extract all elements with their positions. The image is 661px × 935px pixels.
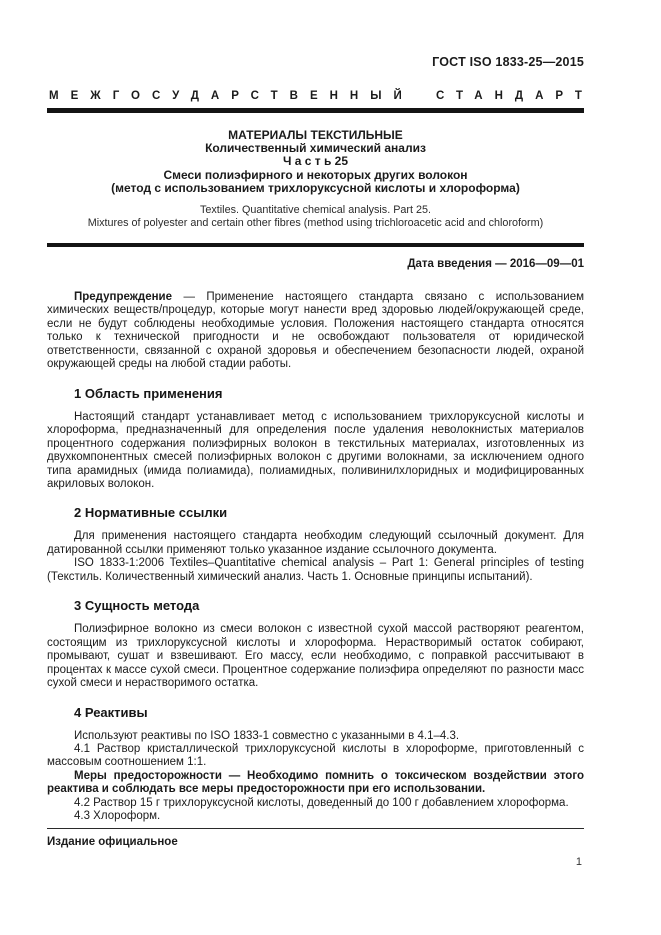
section-2-paragraph-1: Для применения настоящего стандарта необходим следующий ссылочный документ. Для датированной ссылки применяют только указанное издание ссылочного документа. [47,530,584,556]
section-4-heading: 4 Реактивы [74,704,148,720]
title-en-line-2: Mixtures of polyester and certain other fibres (method using trichloroacetic acid and chloroform) [87,217,544,230]
date-rule [47,243,584,247]
title-part-line: Ч а с т ь 25 [282,154,349,169]
doc-code: ГОСТ ISO 1833-25—2015 [432,55,584,69]
warning-paragraph [47,291,584,372]
section-1-heading: 1 Область применения [74,385,223,401]
section-1-paragraph-1: Настоящий стандарт устанавливает метод с использованием трихлоруксусной кислоты и хлороформа, предназначенный для определения после удаления неволокнистых материалов процентного содержания полиэфирных волокон в текстильных материалах, изготовленных из двухкомпонентных смесей полиэфирных волокон с другими волокнами, за исключением одного типа арамидных (имида полиамида), полиамидных, поливинилхлоридных и модифицированных акриловых волокон. [47,410,584,490]
title-ru-line-1: МАТЕРИАЛЫ ТЕКСТИЛЬНЫЕ [228,128,403,142]
footer-rule [47,828,584,829]
effective-date: Дата введения — 2016—09—01 [407,258,584,271]
section-2-paragraph-2: ISO 1833-1:2006 Textiles–Quantitative chemical analysis – Part 1: General principles of testing (Текстиль. Количественный химический анализ. Часть 1. Основные принципы испытаний). [47,557,584,583]
edition-note: Издание официальное [47,836,178,848]
warning-label: Предупреждение [74,291,172,304]
header-rule [47,108,584,113]
warning-text: — Применение настоящего стандарта связано с использованием химических веществ/процедур, которые могут нанести вред здоровью людей/окружающей среде, если не будут соблюдены необходимые условия. Положения настоящего стандарта относятся только к технической пригодности и не освобождают пользователя от юридической ответственности, связанной с охраной здоровья и обеспечением безопасности людей, охраной окружающей среды на любой стадии работы. [47,291,584,371]
title-ru-line-2: Количественный химический анализ [205,141,426,156]
section-4-paragraph-5: 4.3 Хлороформ. [74,810,161,823]
title-en-line-1: Textiles. Quantitative chemical analysis. Part 25. [199,204,432,217]
section-4-precautions-paragraph: Меры предосторожности — Необходимо помнить о токсическом воздействии этого реактива и соблюдать все меры предосторожности при его использовании. [47,769,584,796]
title-block [47,129,584,230]
section-4-paragraph-1: Используют реактивы по ISO 1833-1 совместно с указанными в 4.1–4.3. [74,729,460,742]
page-number: 1 [575,856,582,868]
section-3-paragraph-1: Полиэфирное волокно из смеси волокон с известной сухой массой растворяют реагентом, состоящим из трихлоруксусной кислоты и хлороформа. Нерастворимый остаток собирают, промывают, сушат и взвешивают. Его массу, если необходимо, с поправкой рассчитывают в процентах к массе сухой смеси. Процентное содержание полиэфира определяют по разности масс сухой смеси и нерастворимого остатка. [47,623,584,690]
section-3-heading: 3 Сущность метода [74,598,200,614]
title-ru-line-5: (метод с использованием трихлоруксусной кислоты и хлороформа) [111,180,520,195]
section-4-paragraph-2: 4.1 Раствор кристаллической трихлоруксусной кислоты в хлороформе, приготовленный с массовым соотношением 1:1. [47,742,584,769]
section-4-paragraph-4: 4.2 Раствор 15 г трихлоруксусной кислоты, доведенный до 100 г добавлением хлороформа. [74,796,569,809]
standard-kind-title: МЕЖГОСУДАРСТВЕННЫЙ СТАНДАРТ [49,90,594,102]
section-2-heading: 2 Нормативные ссылки [74,505,228,521]
title-ru-line-4: Смеси полиэфирного и некоторых других волокон [163,167,468,182]
